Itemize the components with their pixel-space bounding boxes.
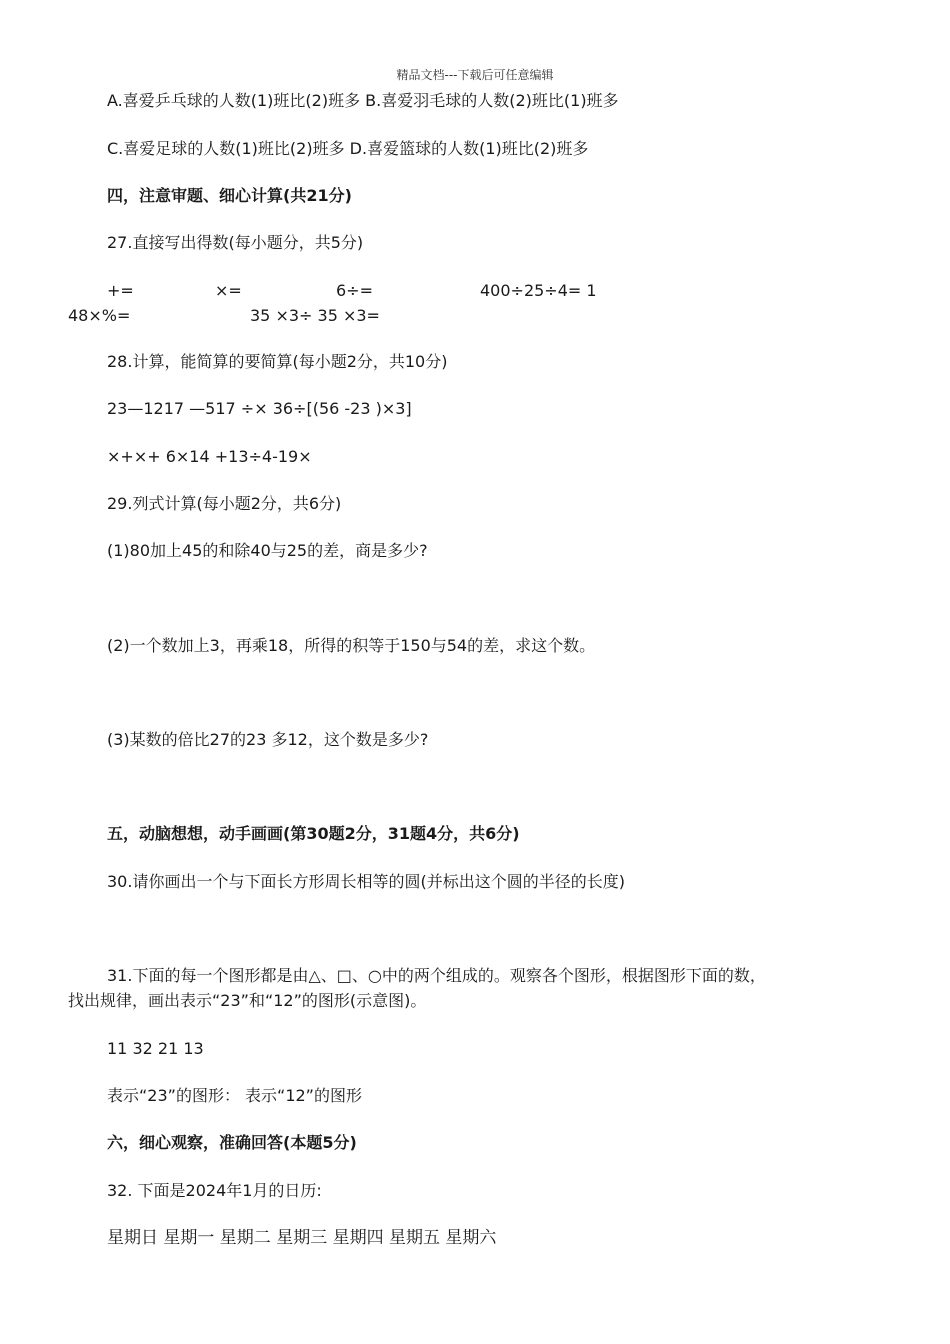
q27-item-f: 35 ×3÷ 35 ×3= [250,306,380,325]
question-30: 30.请你画出一个与下面长方形周长相等的圆(并标出这个圆的半径的长度) [107,872,625,891]
question-31-line-2: 找出规律，画出表示“23”和“12”的图形(示意图)。 [68,991,427,1010]
q28-row-1: 23—1217 —517 ÷× 36÷[(56 -23 )×3] [107,399,412,418]
q29-part-1: (1)80加上45的和除40与25的差，商是多少? [107,541,428,560]
section-6-heading: 六，细心观察，准确回答(本题5分) [107,1133,357,1152]
q27-item-d: 400÷25÷4= 1 [480,281,597,300]
section-5-heading: 五，动脑想想，动手画画(第30题2分，31题4分，共6分) [107,824,520,843]
option-line-cd: C.喜爱足球的人数(1)班比(2)班多 D.喜爱篮球的人数(1)班比(2)班多 [107,139,589,158]
question-31-line-1: 31.下面的每一个图形都是由△、□、○中的两个组成的。观察各个图形，根据图形下面的数， [107,966,766,985]
calendar-weekdays: 星期日 星期一 星期二 星期三 星期四 星期五 星期六 [107,1228,497,1248]
q29-part-2: (2)一个数加上3，再乘18，所得的积等于150与54的差，求这个数。 [107,636,596,655]
section-4-heading: 四，注意审题、细心计算(共21分) [107,186,352,205]
q29-part-3: (3)某数的倍比27的23 多12，这个数是多少? [107,730,429,749]
q27-item-e: 48×%= [68,306,131,325]
q27-item-b: ×= [215,281,242,300]
q27-item-a: += [107,281,134,300]
q31-answer-prompts: 表示“23”的图形： 表示“12”的图形 [107,1086,362,1105]
page-header: 精品文档---下载后可任意编辑 [396,68,554,82]
q27-item-c: 6÷= [336,281,373,300]
question-29: 29.列式计算(每小题2分，共6分) [107,494,342,513]
q31-numbers: 11 32 21 13 [107,1039,204,1058]
q28-row-2: ×+×+ 6×14 +13÷4-19× [107,447,312,466]
question-32: 32. 下面是2024年1月的日历: [107,1181,322,1200]
question-28: 28.计算，能简算的要简算(每小题2分，共10分) [107,352,448,371]
question-27: 27.直接写出得数(每小题分，共5分) [107,233,364,252]
option-line-ab: A.喜爱乒乓球的人数(1)班比(2)班多 B.喜爱羽毛球的人数(2)班比(1)班多 [107,91,619,110]
